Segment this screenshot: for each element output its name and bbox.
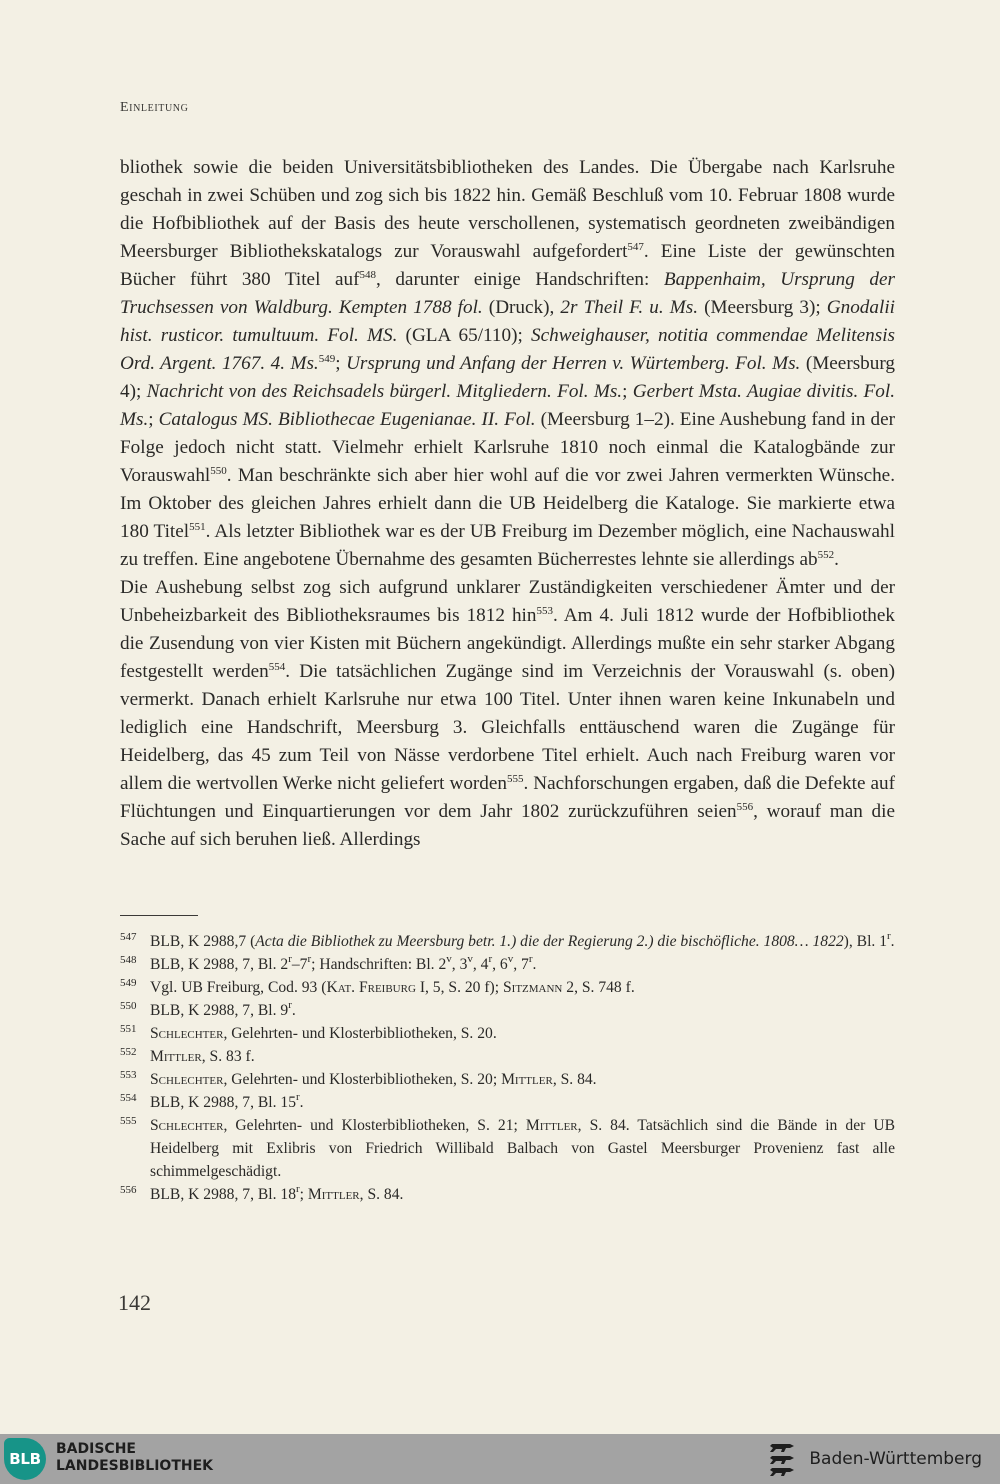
text-run: , Gelehrten- und Klosterbibliotheken, S. 20; (223, 1071, 502, 1088)
blb-logo[interactable]: BLB (4, 1438, 46, 1480)
footnote-number: 551 (120, 1023, 137, 1035)
text-run: (Meersburg 4); (120, 353, 895, 402)
footnote-reference: 556 (736, 801, 754, 814)
text-run: . Am 4. Juli 1812 wurde der Hofbibliothek die Zusendung von vier Kisten mit Büchern angekündigt. Allerdings mußte ein sehr starker Abgang festgestellt werden (120, 605, 895, 682)
text-run: . (291, 1002, 296, 1019)
footnote (120, 1022, 895, 1045)
footnote-reference: 554 (268, 661, 286, 674)
text-run: , 6 (492, 956, 508, 973)
footnote-reference: r (488, 953, 493, 966)
text-run: bliothek sowie die beiden Universitätsbibliotheken des Landes. Die Übergabe nach Karlsruhe geschah in zwei Schüben und zog sich bis 1822 hin. Gemäß Beschluß vom 10. Februar 1808 wurde die Hofbibliothek auf der Basis des heute verschollenen, systematisch geordneten zweibändigen Meersburger Bibliothekskatalogs zur Vorauswahl aufgefordert (120, 157, 895, 262)
footnote-reference: v (507, 953, 514, 966)
text-run: , S. 84. (552, 1071, 597, 1088)
text-run: Die Aushebung selbst zog sich aufgrund unklarer Zuständigkeiten verschiedener Ämter und der Unbeheizbarkeit des Bibliotheksraumes bis 1812 hin (120, 577, 895, 626)
footnote-number: 550 (120, 1000, 137, 1012)
text-run: (Druck), (482, 297, 561, 318)
footnote-number: 552 (120, 1046, 137, 1058)
footnote (120, 1091, 895, 1114)
italic-title: Nachricht von des Reichsadels bürgerl. Mitgliedern. Fol. Ms. (146, 381, 623, 402)
footnote-reference: r (307, 953, 312, 966)
footnote-reference: 549 (318, 353, 336, 366)
author-name: Schlechter (150, 1025, 224, 1042)
footnote (120, 1114, 895, 1183)
footnote-number: 556 (120, 1184, 137, 1196)
text-run: , S. 84. (359, 1186, 404, 1203)
footnote-text (150, 1048, 255, 1065)
footnote-reference: r (528, 953, 533, 966)
footnote (120, 930, 895, 953)
italic-title: Gerbert Msta. Augiae divitis. Fol. Ms. (120, 381, 896, 430)
text-run: BLB, K 2988, 7, Bl. 9 (150, 1002, 289, 1019)
footnote (120, 1045, 895, 1068)
footnote-text (150, 953, 537, 973)
footnote (120, 976, 895, 999)
footnote (120, 1183, 895, 1206)
footnote-reference: 551 (189, 521, 206, 534)
footnote-text (150, 999, 296, 1019)
author-name: Mittler (501, 1071, 553, 1088)
text-run: , worauf man die Sache auf sich beruhen ließ. Allerdings (120, 801, 895, 850)
text-run: ; (299, 1186, 308, 1203)
text-run: . (299, 1094, 304, 1111)
italic-title: Gnodalii hist. rusticor. tumultuum. Fol. MS. (120, 297, 895, 346)
body-text (120, 154, 895, 854)
text-run: BLB, K 2988, 7, Bl. 15 (150, 1094, 296, 1111)
footnote-reference: r (288, 999, 292, 1012)
text-run: ; (148, 409, 159, 430)
paragraph-1 (120, 154, 895, 574)
footnote-reference: r (288, 953, 292, 966)
author-name: Kat. Freiburg (326, 979, 416, 996)
footnote-text (150, 1025, 497, 1042)
footnote-text (150, 979, 635, 996)
author-name: Mittler (150, 1048, 202, 1065)
footnote-reference: r (887, 930, 891, 943)
footnote-reference: 548 (359, 269, 376, 282)
text-run: . Man beschränkte sich aber hier wohl auf die vor zwei Jahren vermerkten Wünsche. Im Oktober des gleichen Jahres erhielt dann die UB Heidelberg die Kataloge. Sie markierte etwa 180 Titel (120, 465, 895, 542)
text-run: , 7 (513, 956, 529, 973)
footnote-reference: 552 (817, 549, 835, 562)
italic-title: Bappenhaim, Ursprung der Truchsessen von Waldburg. Kempten 1788 fol. (120, 269, 896, 318)
footnote-reference: 553 (536, 605, 553, 618)
text-run: BLB, K 2988,7 ( (150, 933, 256, 950)
text-run: (Meersburg 3); (698, 297, 827, 318)
text-run: 2, S. 748 f. (562, 979, 635, 996)
footnote-reference: 550 (210, 465, 227, 478)
footnote-reference: v (467, 953, 473, 966)
text-run: , 3 (451, 956, 468, 973)
text-run: . (890, 933, 895, 950)
footnote-separator (120, 915, 198, 916)
text-run: (GLA 65/110); (397, 325, 531, 346)
text-run: I, 5, S. 20 f); (415, 979, 503, 996)
footnote-reference: 547 (627, 241, 644, 254)
blb-name-line2: LANDESBIBLIOTHEK (56, 1458, 214, 1474)
text-run: Vgl. UB Freiburg, Cod. 93 ( (150, 979, 327, 996)
paragraph-2 (120, 574, 895, 854)
text-run: (Meersburg 1–2). Eine Aushebung fand in der Folge jedoch nicht statt. Vielmehr erhielt Karlsruhe 1810 noch einmal die Katalogbände zur Vorauswahl (120, 409, 895, 486)
text-run: ; (622, 381, 633, 402)
footnote-text (150, 1117, 895, 1180)
footnotes (120, 930, 895, 1206)
baden-wuerttemberg-text: Baden-Württemberg (809, 1449, 982, 1469)
footnote (120, 1068, 895, 1091)
footnote-reference: r (296, 1091, 300, 1104)
author-name: Sitzmann (502, 979, 563, 996)
text-run: BLB, K 2988, 7, Bl. 2 (150, 956, 289, 973)
text-run: . Eine Liste der gewünschten Bücher führt 380 Titel auf (120, 241, 895, 290)
text-run: BLB, K 2988, 7, Bl. 18 (150, 1186, 296, 1203)
text-run: . Die tatsächlichen Zugänge sind im Verzeichnis der Vorauswahl (s. oben) vermerkt. Danach erhielt Karlsruhe nur etwa 100 Titel. Unter ihnen waren keine Inkunabeln und lediglich eine Handschrift, Meersburg 3. Gleichfalls enttäuschend waren die Zugänge für Heidelberg, das 45 zum Teil von Nässe verdorbene Titel erhielt. Auch nach Freiburg waren vor allem die wertvollen Werke nicht geliefert worden (120, 661, 895, 794)
text-run: , Gelehrten- und Klosterbibliotheken, S. 20. (223, 1025, 497, 1042)
footnote-text (150, 1091, 304, 1111)
coat-of-arms-icon (769, 1440, 799, 1478)
author-name: Schlechter (150, 1117, 224, 1134)
footnote-number: 548 (120, 954, 137, 966)
author-name: Mittler (307, 1186, 360, 1203)
text-run: ; Handschriften: Bl. 2 (311, 956, 447, 973)
footnote-reference: r (296, 1183, 300, 1196)
italic-title: 2r Theil F. u. Ms. (560, 297, 698, 318)
footnote-number: 554 (120, 1092, 137, 1104)
footnote-text (150, 1183, 404, 1203)
italic-title: Catalogus MS. Bibliothecae Eugenianae. II. Fol. (158, 409, 536, 430)
footnote-number: 553 (120, 1069, 137, 1081)
footnote-reference: v (446, 953, 452, 966)
baden-wuerttemberg-logo[interactable] (769, 1440, 982, 1478)
text-run: . (834, 549, 839, 570)
text-run: , Gelehrten- und Klosterbibliotheken, S. 21; (223, 1117, 526, 1134)
viewer-footer-bar (0, 1434, 1000, 1484)
blb-name-line1: BADISCHE (56, 1441, 136, 1457)
author-name: Mittler (525, 1117, 578, 1134)
text-run: ; (335, 353, 347, 374)
footnote (120, 999, 895, 1022)
running-head: Einleitung (120, 100, 189, 115)
page-number: 142 (118, 1290, 151, 1315)
text-run: , 4 (472, 956, 489, 973)
italic-title: Ursprung und Anfang der Herren v. Würtemberg. Fol. Ms. (346, 353, 801, 374)
footnote (120, 953, 895, 976)
footnote-number: 547 (120, 931, 137, 943)
text-run: –7 (291, 956, 308, 973)
text-run: . Als letzter Bibliothek war es der UB Freiburg im Dezember möglich, eine Nachauswahl zu treffen. Eine angebotene Übernahme des gesamten Bücherrestes lehnte sie allerdings ab (120, 521, 895, 570)
footnote-number: 555 (120, 1115, 137, 1127)
text-run: ), Bl. 1 (843, 933, 887, 950)
italic-title: Acta die Bibliothek zu Meersburg betr. 1.) die der Regierung 2.) die bischöfliche. 1808… 1822 (255, 933, 844, 950)
footnote-text (150, 1071, 597, 1088)
text-run: , darunter einige Handschriften: (375, 269, 664, 290)
italic-title: Schweighauser, notitia commendae Melitensis Ord. Argent. 1767. 4. Ms. (120, 325, 895, 374)
author-name: Schlechter (150, 1071, 224, 1088)
footnote-text (150, 930, 895, 950)
text-run: . Nachforschungen ergaben, daß die Defekte auf Flüchtungen und Einquartierungen vor dem Jahr 1802 zurückzuführen seien (120, 773, 895, 822)
footnote-number: 549 (120, 977, 137, 989)
blb-library-name[interactable] (56, 1441, 213, 1475)
text-run: , S. 83 f. (201, 1048, 255, 1065)
text-run: , S. 84. Tatsächlich sind die Bände in der UB Heidelberg mit Exlibris von Friedrich Willibald Balbach von Gastel Meersburger Provenienz fast alle schimmelgeschädigt. (150, 1117, 895, 1180)
footnote-reference: 555 (507, 773, 524, 786)
text-run: . (532, 956, 537, 973)
